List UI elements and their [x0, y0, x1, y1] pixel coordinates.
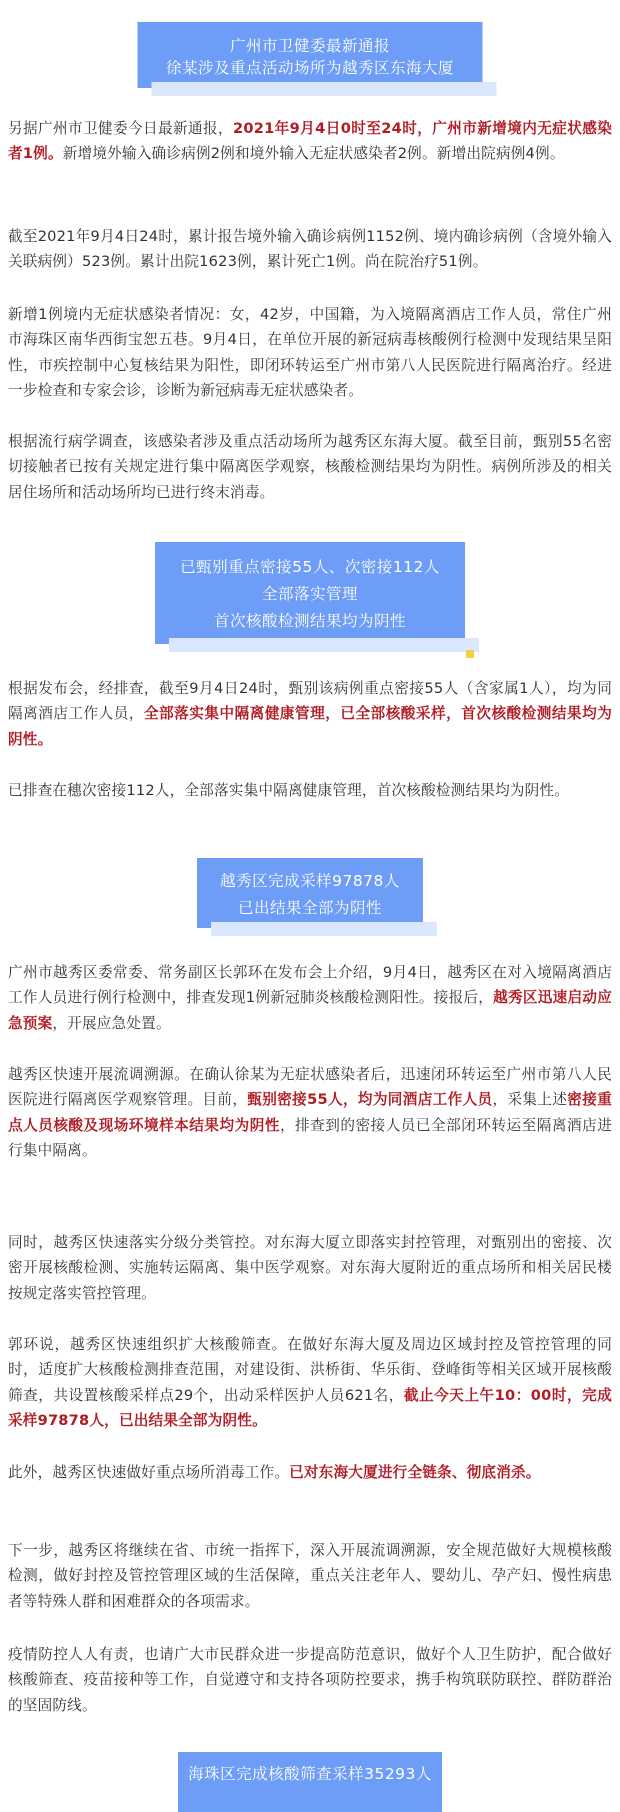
section-header-close-contacts — [155, 542, 465, 644]
highlight-text: 越秀区迅速启动应急预案 — [8, 989, 612, 1032]
paragraph-epidemiology: 根据流行病学调查，该感染者涉及重点活动场所为越秀区东海大厦。截至目前，甄别55名密切接触者已按有关规定进行集中隔离医学观察，核酸检测结果均为阴性。病例所涉及的相关居住场所和活动场所均已进行终末消毒。 — [8, 433, 612, 501]
highlight-text: 已对东海大厦进行全链条、彻底消杀。 — [289, 1464, 541, 1481]
paragraph-screening: 郭环说，越秀区快速组织扩大核酸筛查。在做好东海大厦及周边区域封控及管控管理的同时，适度扩大核酸检测排查范围，对建设街、洪桥街、华乐街、登峰街等相关区域开展核酸筛查，共设置核酸采样点29个，出动采样医护人员621名，截止今天上午10：00时，完成采样97878人，已出结果全部为阴性。 — [8, 1336, 612, 1430]
section-title-line: 越秀区完成采样97878人 — [220, 872, 400, 890]
section-title-line: 已出结果全部为阴性 — [237, 899, 382, 917]
paragraph-secondary-contacts: 已排查在穗次密接112人，全部落实集中隔离健康管理，首次核酸检测结果均为阴性。 — [8, 782, 570, 799]
header-shadow — [169, 638, 479, 652]
paragraph-next-steps: 下一步，越秀区将继续在省、市统一指挥下，深入开展流调溯源，安全规范做好大规模核酸检测，做好封控及管控管理区域的生活保障，重点关注老年人、婴幼儿、孕产妇、慢性病患者等特殊人群和困难群众的各项需求。 — [8, 1542, 612, 1610]
paragraph-case-details: 新增1例境内无症状感染者情况：女，42岁，中国籍，为入境隔离酒店工作人员，常住广州市海珠区南华西街宝恕五巷。9月4日，在单位开展的新冠病毒核酸例行检测中发现结果呈阳性，市疾控制中心复核结果为阳性，即闭环转运至广州市第八人民医院进行隔离治疗。经进一步检查和专家会诊，诊断为新冠病毒无症状感染者。 — [8, 306, 612, 400]
highlight-text: 截止今天上午10：00时，完成采样97878人，已出结果全部为阴性。 — [8, 1386, 612, 1430]
section-title-line: 徐某涉及重点活动场所为越秀区东海大厦 — [165, 59, 454, 77]
section-header-haizhu-sampling — [178, 1752, 442, 1812]
highlight-text: 全部落实集中隔离健康管理，已全部核酸采样，首次核酸检测结果均为阴性。 — [8, 705, 612, 748]
paragraph-control-measures: 同时，越秀区快速落实分级分类管控。对东海大厦立即落实封控管理，对甄别出的密接、次密开展核酸检测、实施转运隔离、集中医学观察。对东海大厦附近的重点场所和相关居民楼按规定落实管控管理。 — [8, 1234, 612, 1302]
section-header-guangzhou-health — [138, 22, 483, 88]
highlight-text: 2021年9月4日0时至24时，广州市新增境内无症状感染者1例。 — [8, 120, 612, 163]
paragraph-public-appeal: 疫情防控人人有责，也请广大市民群众进一步提高防范意识，做好个人卫生防护，配合做好核酸筛查、疫苗接种等工作，自觉遵守和支持各项防控要求，携手构筑联防联控、群防群治的坚固防线。 — [8, 1646, 612, 1714]
section-title-line: 全部落实管理 — [261, 585, 358, 603]
section-header-yuexiu-sampling — [197, 858, 423, 928]
paragraph-close-contacts: 根据发布会，经排查，截至9月4日24时，甄别该病例重点密接55人（含家属1人），均为同隔离酒店工作人员，全部落实集中隔离健康管理，已全部核酸采样，首次核酸检测结果均为阴性。 — [8, 680, 612, 748]
header-shadow — [211, 922, 437, 936]
paragraph-disinfection: 此外，越秀区快速做好重点场所消毒工作。已对东海大厦进行全链条、彻底消杀。 — [8, 1464, 541, 1481]
paragraph-cumulative-stats: 截至2021年9月4日24时，累计报告境外输入确诊病例1152例、境内确诊病例（含境外输入关联病例）523例。累计出院1623例，累计死亡1例。尚在院治疗51例。 — [8, 228, 612, 271]
decorative-accent — [466, 650, 474, 658]
paragraph-contact-tracing: 越秀区快速开展流调溯源。在确认徐某为无症状感染者后，迅速闭环转运至广州市第八人民医院进行隔离医学观察管理。目前，甄别密接55人，均为同酒店工作人员，采集上述密接重点人员核酸及现场环境样本结果均为阴性，排查到的密接人员已全部闭环转运至隔离酒店进行集中隔离。 — [8, 1066, 612, 1160]
highlight-text: 密接重点人员核酸及现场环境样本结果均为阴性 — [8, 1091, 612, 1134]
section-title-line: 已甄别重点密接55人、次密接112人 — [180, 558, 440, 576]
highlight-text: 甄别密接55人，均为同酒店工作人员 — [247, 1091, 493, 1109]
paragraph-yuexiu-response: 广州市越秀区委常委、常务副区长郭环在发布会上介绍，9月4日，越秀区在对入境隔离酒店工作人员进行例行检测中，排查发现1例新冠肺炎核酸检测阳性。接报后，越秀区迅速启动应急预案，开展应急处置。 — [8, 964, 612, 1032]
section-title-line: 广州市卫健委最新通报 — [229, 37, 390, 55]
paragraph-new-case-report: 另据广州市卫健委今日最新通报，2021年9月4日0时至24时，广州市新增境内无症状感染者1例。新增境外输入确诊病例2例和境外输入无症状感染者2例。新增出院病例4例。 — [8, 120, 612, 163]
section-title-line: 海珠区完成核酸筛查采样35293人 — [188, 1765, 432, 1783]
header-shadow — [152, 82, 497, 96]
section-title-line: 首次核酸检测结果均为阴性 — [213, 612, 406, 630]
